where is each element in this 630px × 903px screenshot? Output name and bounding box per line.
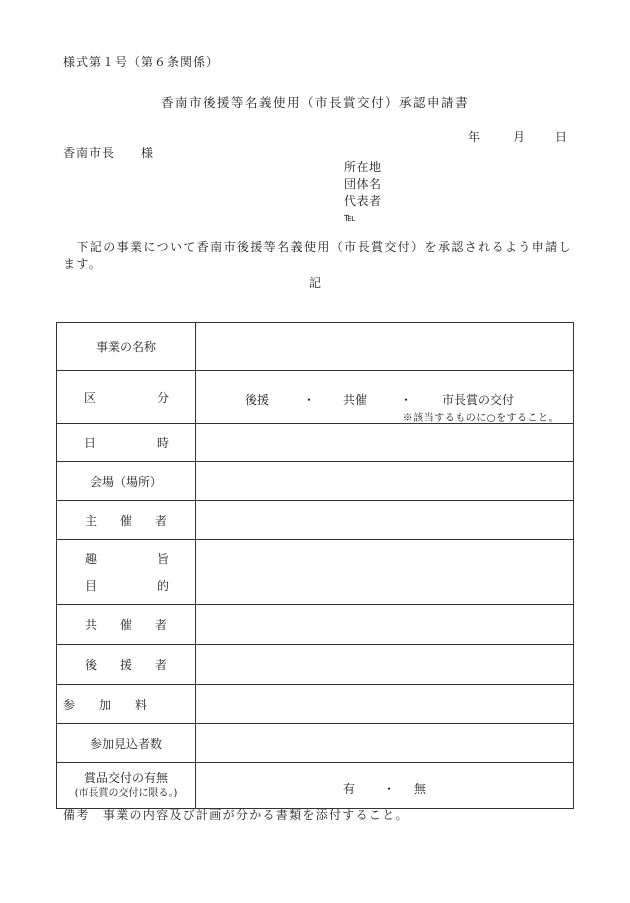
venue-field[interactable] [196, 462, 574, 501]
table-row [57, 763, 574, 809]
request-text: 下記の事業について香南市後援等名義使用（市長賞交付）を承認されるよう申請します。 [63, 240, 572, 271]
category-note: ※該当するものに○をすること。 [402, 413, 559, 424]
table-row [57, 540, 574, 605]
cohost-field[interactable] [196, 605, 574, 645]
option-support[interactable]: 後援 [245, 393, 270, 407]
date-year-label: 年 [468, 130, 481, 144]
prize-label [57, 763, 196, 809]
table-row [57, 424, 574, 462]
record-mark: 記 [308, 276, 321, 290]
venue-label: 会場（場所） [57, 462, 196, 501]
applicant-organization-label: 団体名 [344, 177, 382, 191]
prize-field[interactable] [196, 763, 574, 809]
document-title: 香南市後援等名義使用（市長賞交付）承認申請書 [160, 95, 469, 110]
project-name-field[interactable] [196, 323, 574, 371]
project-name-label: 事業の名称 [57, 323, 196, 371]
date-month-label: 月 [513, 130, 526, 144]
applicant-representative-label: 代表者 [344, 194, 382, 208]
expected-participants-field[interactable] [196, 724, 574, 763]
table-row [57, 685, 574, 724]
category-label: 区 分 [57, 371, 196, 424]
organizer-label: 主 催 者 [57, 501, 196, 540]
option-no[interactable]: 無 [414, 782, 427, 796]
prize-label-main: 賞品交付の有無 [83, 770, 168, 785]
table-row [57, 645, 574, 685]
fee-label: 参 加 料 [57, 685, 196, 724]
option-mayor-award[interactable]: 市長賞の交付 [442, 393, 515, 407]
phone-icon: ℡ [344, 211, 356, 224]
remarks: 備考 事業の内容及び計画が分かる書類を添付すること。 [63, 808, 409, 822]
datetime-label: 日 時 [57, 424, 196, 462]
supporter-field[interactable] [196, 645, 574, 685]
applicant-address-label: 所在地 [344, 160, 382, 174]
table-row [57, 605, 574, 645]
date-day-label: 日 [555, 130, 568, 144]
datetime-field[interactable] [196, 424, 574, 462]
table-row [57, 371, 574, 424]
expected-participants-label: 参加見込者数 [57, 724, 196, 763]
cohost-label: 共 催 者 [57, 605, 196, 645]
purpose-label [57, 540, 196, 605]
fee-field[interactable] [196, 685, 574, 724]
addressee: 香南市長 様 [63, 146, 155, 160]
option-separator: ・ [383, 782, 396, 796]
purpose-field[interactable] [196, 540, 574, 605]
objective-line: 目 的 [85, 579, 169, 593]
prize-label-note: (市長賞の交付に限る。) [74, 787, 178, 799]
form-number: 様式第１号（第６条関係） [63, 55, 220, 69]
option-cohost[interactable]: 共催 [343, 393, 368, 407]
table-row [57, 724, 574, 763]
table-row [57, 323, 574, 371]
option-separator: ・ [303, 393, 316, 407]
option-yes[interactable]: 有 [343, 782, 356, 796]
supporter-label: 後 援 者 [57, 645, 196, 685]
category-field[interactable] [196, 371, 574, 424]
table-row [57, 462, 574, 501]
organizer-field[interactable] [196, 501, 574, 540]
option-separator: ・ [400, 393, 413, 407]
table-row [57, 501, 574, 540]
application-table [56, 322, 574, 809]
purpose-line: 趣 旨 [85, 552, 169, 566]
